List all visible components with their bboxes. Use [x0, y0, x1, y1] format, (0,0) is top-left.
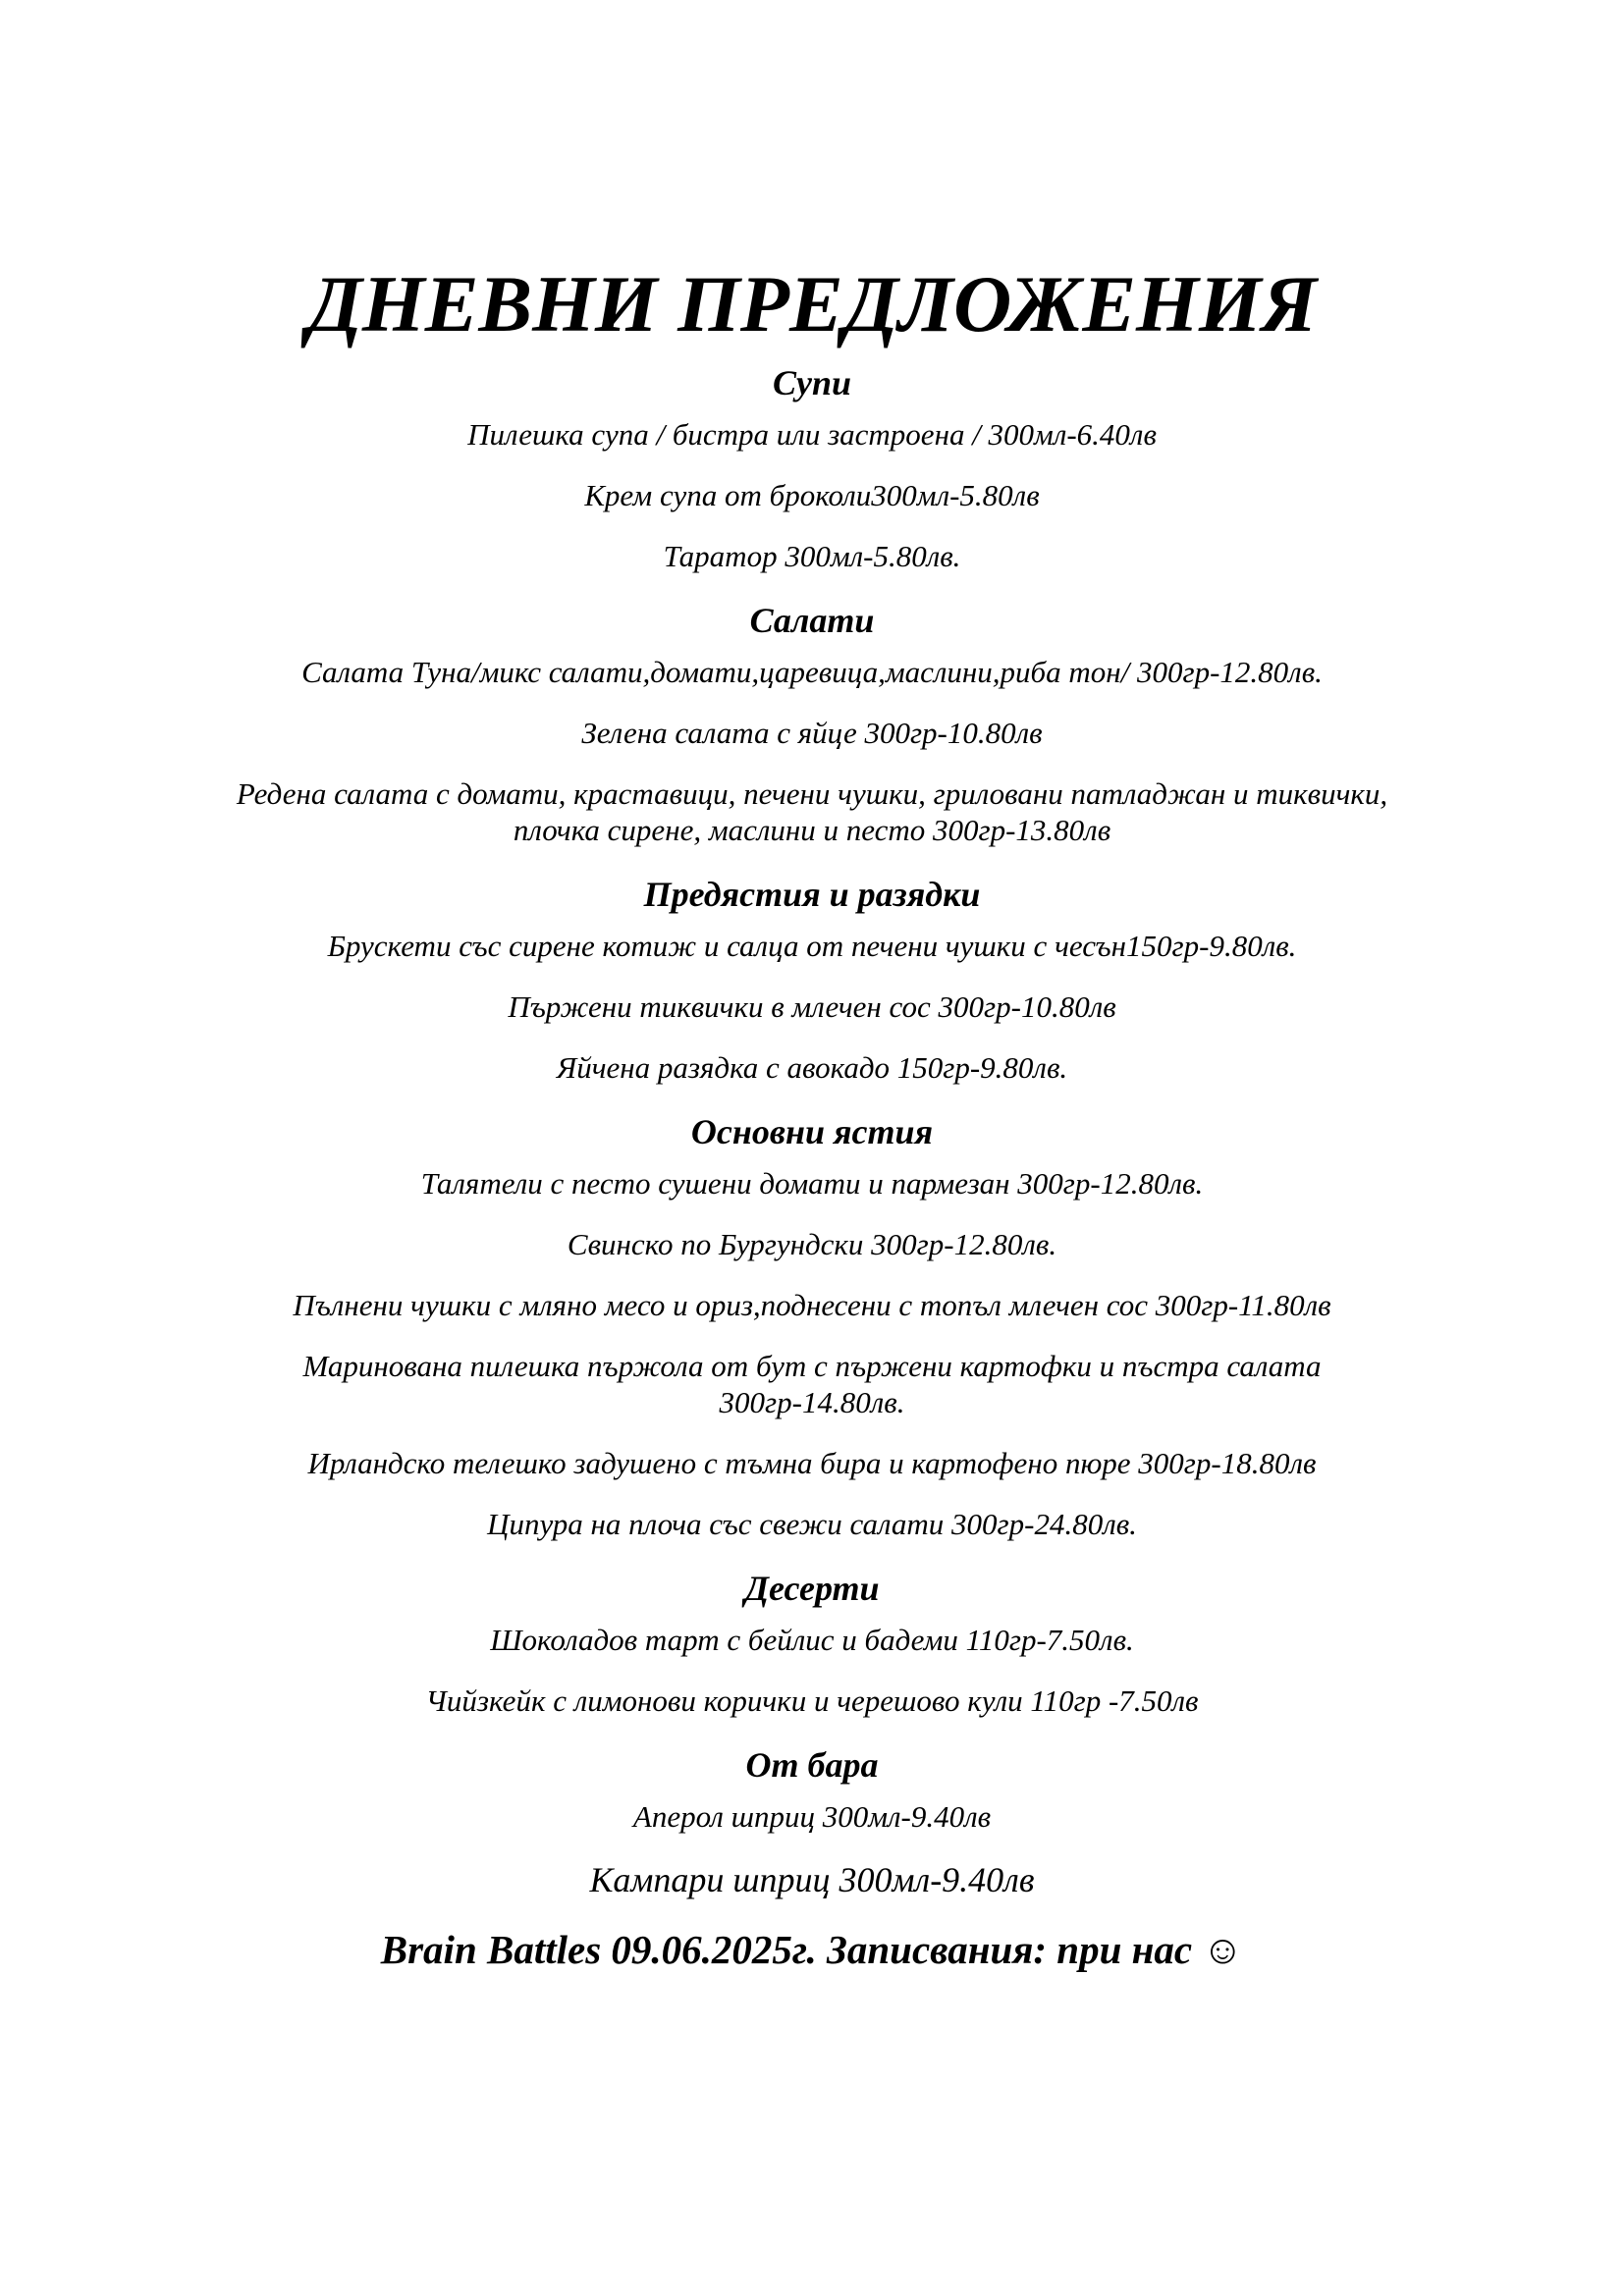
section-heading: Десерти	[744, 1569, 880, 1608]
menu-item: Крем супа от броколи300мл-5.80лв	[584, 478, 1040, 512]
smiley-icon: ☺	[1202, 1927, 1244, 1972]
event-announcement	[0, 1925, 1624, 1974]
section-salads	[0, 599, 1624, 848]
menu-item: Шоколадов тарт с бейлис и бадеми 110гр-7.50лв.	[490, 1623, 1134, 1657]
menu-item: Чийзкейк с лимонови корички и черешово кули 110гр -7.50лв	[425, 1683, 1199, 1718]
section-heading: Супи	[772, 363, 852, 402]
section-heading: Предястия и разядки	[643, 875, 981, 914]
menu-item: Яйчена разядка с авокадо 150гр-9.80лв.	[556, 1050, 1068, 1085]
section-heading: От бара	[745, 1745, 879, 1785]
section-soups	[0, 361, 1624, 574]
section-bar	[0, 1743, 1624, 1900]
menu-item: Зелена салата с яйце 300гр-10.80лв	[581, 716, 1043, 750]
menu-item: Салата Туна/микс салати,домати,царевица,маслини,риба тон/ 300гр-12.80лв.	[301, 655, 1323, 689]
event-text: Brain Battles 09.06.2025г. Записвания: при нас	[380, 1927, 1193, 1972]
menu-item: Пилешка супа / бистра или застроена / 300мл-6.40лв	[467, 417, 1157, 452]
menu-item: Таратор 300мл-5.80лв.	[663, 539, 961, 573]
menu-item: Талятели с песто сушени домати и пармезан 300гр-12.80лв.	[420, 1166, 1204, 1201]
section-appetizers	[0, 873, 1624, 1086]
menu-item: Редена салата с домати, краставици, печени чушки, гриловани патладжан и тиквички, плочка сирене, маслини и песто 300гр-13.80лв	[236, 776, 1388, 847]
menu-item: Свинско по Бургундски 300гр-12.80лв.	[567, 1227, 1057, 1261]
menu-item: Брускети със сирене котиж и салца от печени чушки с чесън150гр-9.80лв.	[327, 929, 1297, 963]
section-heading: Основни ястия	[690, 1112, 934, 1151]
menu-item: Маринована пилешка пържола от бут с пържени картофки и пъстра салата 300гр-14.80лв.	[302, 1349, 1322, 1419]
menu-item: Аперол шприц 300мл-9.40лв	[632, 1799, 992, 1834]
section-heading: Салати	[749, 601, 875, 640]
menu-item: Кампари шприц 300мл-9.40лв	[589, 1860, 1035, 1899]
section-main-courses	[0, 1110, 1624, 1542]
menu-item: Ципура на плоча със свежи салати 300гр-24.80лв.	[487, 1507, 1137, 1541]
menu-item: Ирландско телешко задушено с тъмна бира и картофено пюре 300гр-18.80лв	[307, 1446, 1317, 1480]
menu-item: Пържени тиквички в млечен сос 300гр-10.80лв	[508, 989, 1116, 1024]
section-desserts	[0, 1567, 1624, 1719]
page-title: ДНЕВНИ ПРЕДЛОЖЕНИЯ	[306, 259, 1318, 348]
menu-item: Пълнени чушки с мляно месо и ориз,поднесени с топъл млечен сос 300гр-11.80лв	[293, 1288, 1331, 1322]
